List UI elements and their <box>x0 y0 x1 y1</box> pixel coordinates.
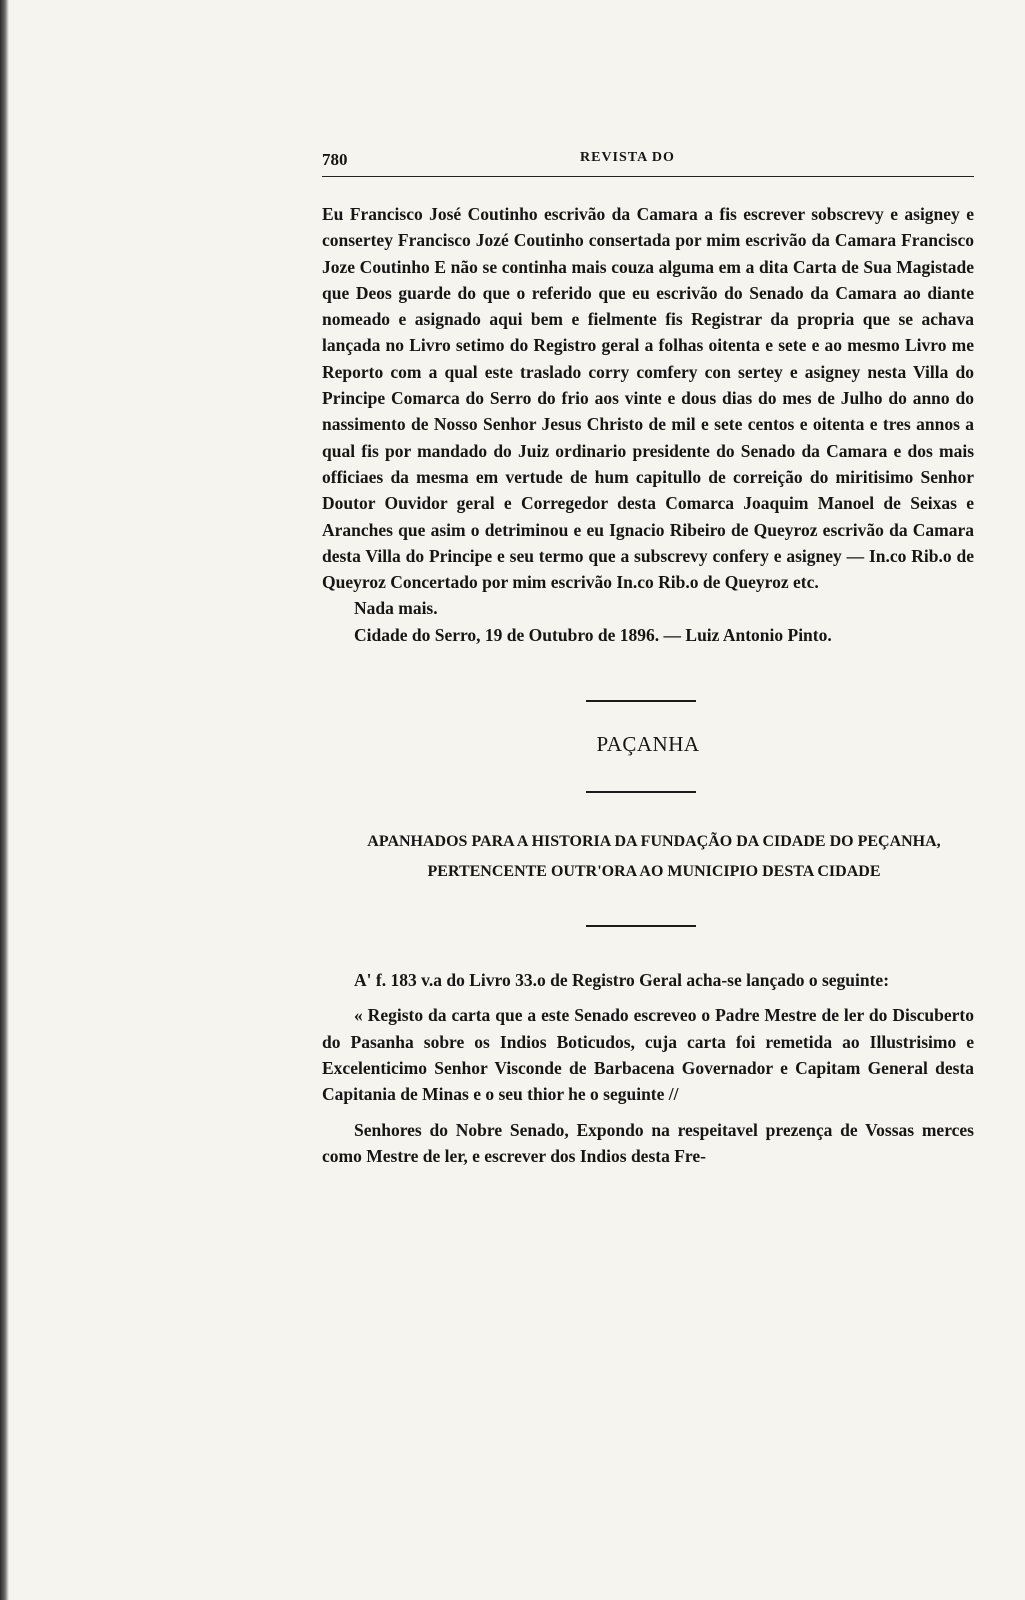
page-number: 780 <box>322 150 348 169</box>
section-divider-top <box>586 700 696 702</box>
section-divider-middle <box>586 791 696 793</box>
dateline: Cidade do Serro, 19 de Outubro de 1896. — Luiz Antonio Pinto. <box>354 624 832 645</box>
section-paragraph-2: « Registo da carta que a este Senado escreveo o Padre Mestre de ler do Discuberto do Pasanha sobre os Indios Boticudos, cuja carta foi remetida ao Illustrisimo e Excelenticimo Senhor Visconde de Barbacena Governador e Capitam General desta Capitania de Minas e o seu thior he o seguinte // <box>322 1005 974 1105</box>
section-paragraph-1: A' f. 183 v.a do Livro 33.o de Registro Geral acha-se lançado o seguinte: <box>354 970 890 991</box>
scan-edge-shadow <box>0 0 9 1600</box>
body-paragraph-1: Eu Francisco José Coutinho escrivão da Camara a fis escrever sobscrevy e asigney e consertey Francisco Jozé Coutinho consertada por mim escrivão da Camara Francisco Joze Coutinho E não se continha mais couza alguma em a dita Carta de Sua Magistade que Deos guarde do que o referido que eu escrivão do Senado da Camara ao diante nomeado e asignado aqui bem e fielmente fis Registrar da propria que se achava lançada no Livro setimo do Registro geral a folhas oitenta e sete e ao mesmo Livro me Reporto com a qual este traslado corry comfery con sertey e asigney nesta Villa do Principe Comarca do Serro do frio aos vinte e dous dias do mes de Julho do anno do nassimento de Nosso Senhor Jesus Christo de mil e sete centos e oitenta e tres annos a qual fis por mandado do Juiz ordinario presidente do Senado da Camara e dos mais officiaes da mesma em vertude de hum capitullo de correição do miritisimo Senhor Doutor Ouvidor geral e Corregedor desta Comarca Joaquim Manoel de Seixas e Aranches que asim o detriminou e eu Ignacio Ribeiro de Queyroz escrivão da Camara desta Villa do Principe e seu termo que a subscrevy confery e asigney — In.co Rib.o de Queyroz Concertado por mim escrivão In.co Rib.o de Queyroz etc. <box>322 204 974 593</box>
nada-mais-line: Nada mais. <box>354 598 438 619</box>
section-title: PAÇANHA <box>596 732 700 757</box>
section-divider-bottom <box>586 925 696 927</box>
section-paragraph-3: Senhores do Nobre Senado, Expondo na respeitavel prezença de Vossas merces como Mestre de ler, e escrever dos Indios desta Fre- <box>322 1119 974 1166</box>
section-subtitle: APANHADOS PARA A HISTORIA DA FUNDAÇÃO DA CIDADE DO PEÇANHA, PERTENCENTE OUTR'ORA AO MUNICIPIO DESTA CIDADE <box>367 833 941 881</box>
document-page <box>322 142 974 1169</box>
running-header <box>322 142 974 177</box>
running-title: REVISTA DO <box>580 150 675 165</box>
